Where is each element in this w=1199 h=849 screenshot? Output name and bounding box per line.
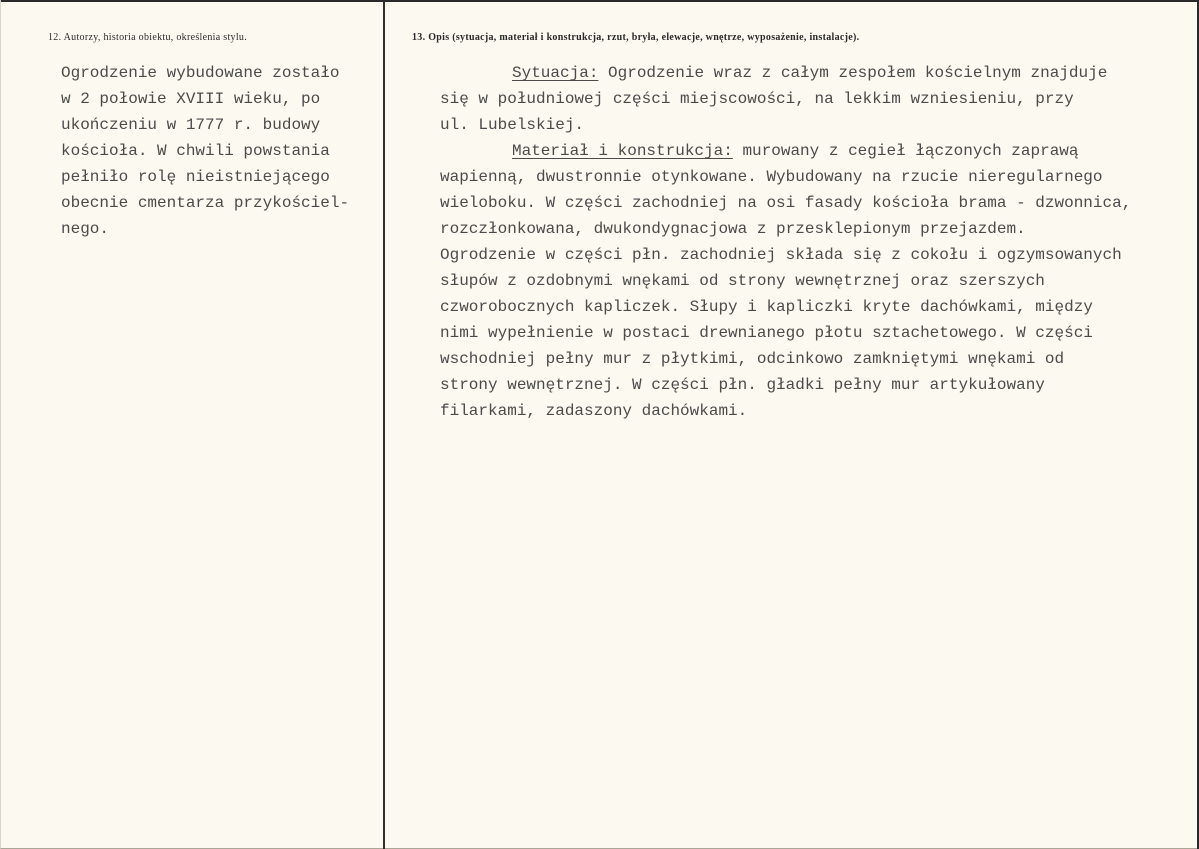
section-13-text bbox=[440, 64, 1196, 424]
text-line: wapienną, dwustronnie otynkowane. Wybudowany na rzucie nieregularnego bbox=[440, 168, 1103, 186]
text-line: wieloboku. W części zachodniej na osi fasady kościoła brama - dzwonnica, bbox=[440, 194, 1132, 212]
text-line: w 2 połowie XVIII wieku, po bbox=[61, 90, 321, 108]
situation-text: Ogrodzenie wraz z całym zespołem kościelnym znajduje bbox=[598, 64, 1108, 82]
text-line bbox=[512, 64, 1107, 82]
text-line: rozczłonkowana, dwukondygnacjowa z przesklepionym przejazdem. bbox=[440, 220, 1026, 238]
material-text: murowany z cegieł łączonych zaprawą bbox=[732, 142, 1079, 160]
text-line: pełniło rolę nieistniejącego bbox=[61, 168, 330, 186]
text-line: ukończeniu w 1777 r. budowy bbox=[61, 116, 321, 134]
section-12-text bbox=[61, 64, 377, 264]
section-13-header: 13. Opis (sytuacja, materiał i konstrukcja, rzut, bryła, elewacje, wnętrze, wyposażenie, instalacje). bbox=[412, 32, 860, 43]
text-line: czworobocznych kapliczek. Słupy i kapliczki kryte dachówkami, między bbox=[440, 298, 1093, 316]
text-line: filarkami, zadaszony dachówkami. bbox=[440, 402, 748, 420]
section-12-header: 12. Autorzy, historia obiektu, określenia stylu. bbox=[48, 32, 247, 43]
text-line: nego. bbox=[61, 220, 110, 238]
text-line: kościoła. W chwili powstania bbox=[61, 142, 330, 160]
text-line bbox=[512, 142, 1079, 160]
text-line: się w południowej części miejscowości, na lekkim wzniesieniu, przy bbox=[440, 90, 1074, 108]
text-line: ul. Lubelskiej. bbox=[440, 116, 585, 134]
text-line: Ogrodzenie wybudowane zostało bbox=[61, 64, 340, 82]
text-line: wschodniej pełny mur z płytkimi, odcinkowo zamkniętymi wnękami od bbox=[440, 350, 1065, 368]
text-line: obecnie cmentarza przykościel- bbox=[61, 194, 350, 212]
text-line: strony wewnętrznej. W części płn. gładki pełny mur artykułowany bbox=[440, 376, 1045, 394]
situation-label: Sytuacja: bbox=[512, 64, 599, 82]
top-border-line bbox=[1, 0, 1199, 2]
column-divider bbox=[383, 0, 385, 849]
text-line: nimi wypełnienie w postaci drewnianego płotu sztachetowego. W części bbox=[440, 324, 1093, 342]
text-line: Ogrodzenie w części płn. zachodniej składa się z cokołu i ogzymsowanych bbox=[440, 246, 1122, 264]
text-line: słupów z ozdobnymi wnękami od strony wewnętrznej oraz szerszych bbox=[440, 272, 1045, 290]
material-label: Materiał i konstrukcja: bbox=[512, 142, 733, 160]
